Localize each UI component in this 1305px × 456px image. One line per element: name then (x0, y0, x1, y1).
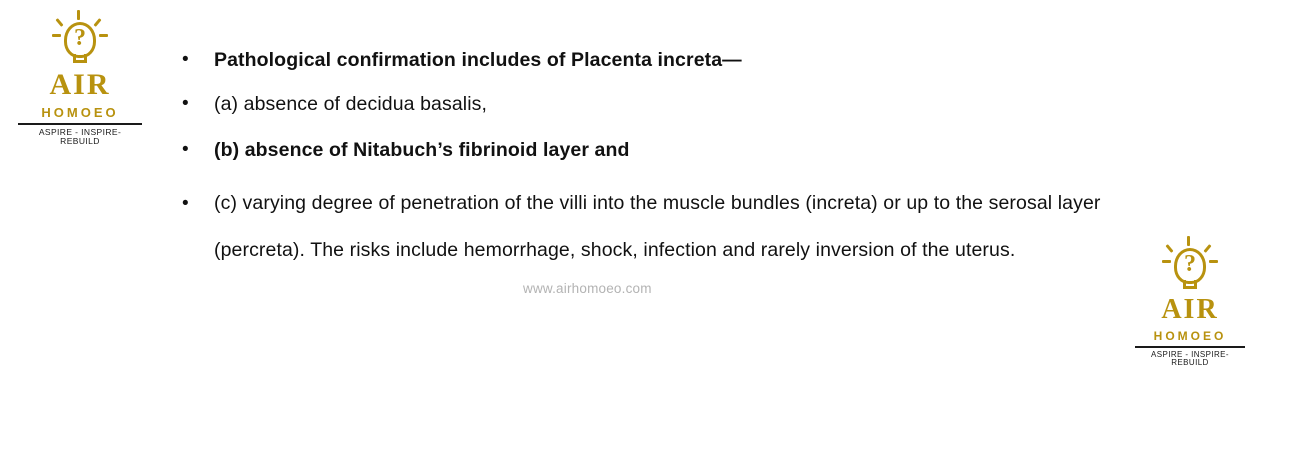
logo-divider (1135, 346, 1245, 348)
bullet-text: Pathological confirmation includes of Placenta increta— (214, 49, 742, 71)
air-homoeo-logo-right (1132, 238, 1248, 367)
bullet-marker: • (182, 193, 189, 214)
lightbulb-icon: ? (53, 12, 107, 70)
logo-title: AIR (49, 68, 111, 101)
bullet-marker: • (182, 139, 189, 160)
bullet-list (178, 44, 1188, 288)
logo-subtitle: HOMOEO (41, 105, 119, 120)
bullet-marker: • (182, 93, 189, 114)
logo-bulb-graphic (1132, 238, 1248, 296)
logo-title: AIR (1161, 294, 1219, 325)
air-homoeo-logo-left (18, 8, 142, 145)
logo-divider (18, 123, 142, 125)
watermark-text: www.airhomoeo.com (523, 281, 652, 296)
list-item (178, 44, 1188, 76)
list-item (178, 88, 1188, 120)
bullet-text: (c) varying degree of penetration of the villi into the muscle bundles (increta) or up to the serosal layer (percreta). The risks include hemorrhage, shock, infection and rarely inversion of the uterus. (214, 192, 1101, 261)
logo-bulb-graphic (18, 8, 142, 70)
logo-tagline: ASPIRE - INSPIRE- REBUILD (38, 127, 122, 146)
list-item (178, 134, 1188, 166)
logo-subtitle: HOMOEO (1153, 329, 1227, 343)
bullet-text: (a) absence of decidua basalis, (214, 93, 488, 115)
logo-tagline: ASPIRE - INSPIRE- REBUILD (1151, 350, 1229, 367)
bullet-marker: • (182, 49, 189, 70)
list-item (178, 180, 1188, 274)
bullet-text: (b) absence of Nitabuch’s fibrinoid layer and (214, 139, 630, 161)
lightbulb-icon: ? (1163, 238, 1217, 296)
